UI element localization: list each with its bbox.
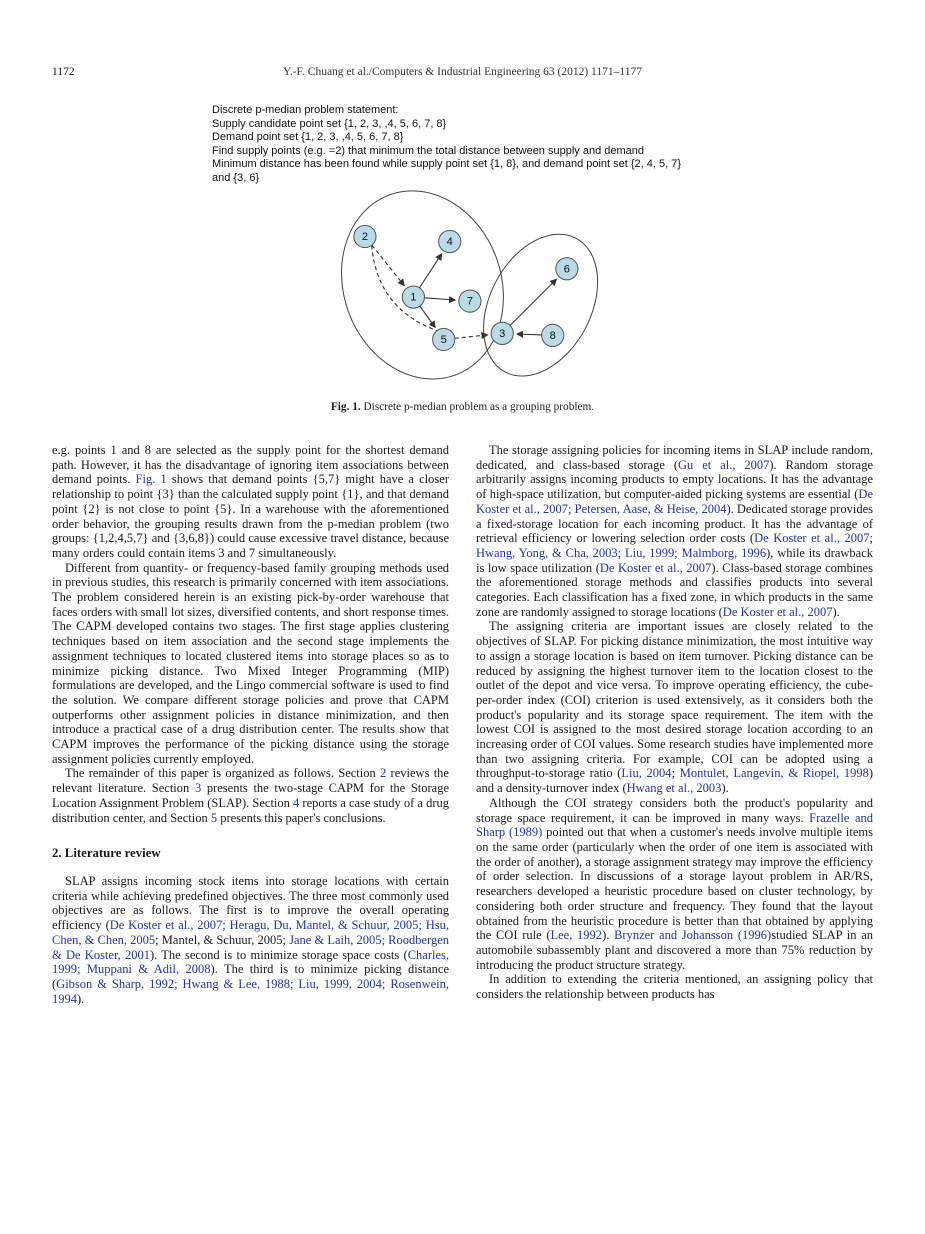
statement-line: Supply candidate point set {1, 2, 3, ,4, 5, 6, 7, 8} bbox=[212, 117, 447, 130]
citation-link[interactable]: Hwang, Yong, & Cha, 2003; Liu, 1999; Malmborg, 1996 bbox=[476, 545, 767, 560]
svg-text:6: 6 bbox=[563, 263, 570, 276]
node-6 bbox=[555, 258, 577, 280]
text-run: ) and a density-turnover index ( bbox=[476, 766, 873, 796]
citation-link[interactable]: Brynzer and Johansson (1996) bbox=[614, 928, 772, 943]
citation-link[interactable]: 2 bbox=[380, 766, 387, 781]
text-run: ; bbox=[869, 531, 873, 546]
statement-line: Minimum distance has been found while supply point set {1, 8}, and demand point set {2, 4, 5, 7} bbox=[212, 158, 682, 171]
citation-link[interactable]: Hwang et al., 2003 bbox=[626, 781, 722, 796]
paragraph bbox=[52, 443, 449, 561]
citation-link[interactable]: De Koster et al., 2007 bbox=[754, 531, 870, 546]
statement-line: Find supply points (e.g. =2) that minimum the total distance between supply and demand bbox=[212, 144, 644, 157]
node-7 bbox=[458, 290, 480, 312]
edge-2-to-5 bbox=[371, 245, 436, 330]
citation-link[interactable]: Lee, 1992 bbox=[550, 928, 603, 943]
figure-caption bbox=[0, 401, 925, 413]
text-run: In addition to extending the criteria mentioned, an assigning policy that considers the relationship between products has bbox=[476, 972, 873, 1002]
text-run: ). The third is to minimize picking distance ( bbox=[52, 962, 449, 991]
svg-text:5: 5 bbox=[440, 333, 447, 346]
text-run: ). bbox=[832, 604, 840, 619]
paragraph bbox=[476, 972, 873, 1001]
citation-link[interactable]: De Koster et al., 2007; Petersen, Aase, & Heise, 2004 bbox=[476, 487, 873, 516]
text-run: ; bbox=[671, 766, 680, 781]
body-columns bbox=[52, 443, 873, 1006]
paragraph bbox=[52, 874, 449, 1006]
citation-link[interactable]: Liu, 2004 bbox=[621, 766, 672, 781]
citation-link[interactable]: Montulet, Langevin, & Riopel, 1998 bbox=[679, 766, 869, 781]
svg-text:4: 4 bbox=[446, 236, 453, 249]
node-4 bbox=[438, 230, 460, 252]
text-run: ), while its drawback is low space utilization ( bbox=[476, 545, 873, 575]
edge-5-to-3 bbox=[454, 335, 486, 338]
svg-text:8: 8 bbox=[549, 329, 556, 342]
text-run: reports a case study of a drug distribution center, and Section bbox=[52, 795, 449, 825]
svg-text:2: 2 bbox=[361, 231, 368, 244]
node-8 bbox=[541, 324, 563, 346]
text-run: pointed out that when a customer's needs involve multiple items on the same order (particularly when the order of one item is associated with the order of another), a storage assignment strategy may improve the efficiency of order selection. In discussions of a storage layout problem in AR/RS, researchers developed a heuristic procedure based on cluster technology, by considering both order structure and frequency. They found that the layout obtained from the heuristic procedure is better than that obtained by applying the COI rule ( bbox=[476, 825, 873, 943]
node-1 bbox=[402, 286, 424, 308]
paragraph bbox=[52, 766, 449, 825]
citation-link[interactable]: 3 bbox=[194, 781, 202, 796]
journal-citation: Y.-F. Chuang et al./Computers & Industrial Engineering 63 (2012) 1171–1177 bbox=[283, 66, 642, 78]
text-run: e.g. points 1 and 8 are selected as the supply point for the shortest demand path. However, it has the disadvantage of ignoring item associations between demand points. bbox=[52, 443, 449, 487]
svg-text:1: 1 bbox=[409, 291, 416, 304]
text-run: ). bbox=[77, 991, 85, 1006]
text-run: The remainder of this paper is organized as follows. Section bbox=[65, 766, 381, 781]
paragraph bbox=[476, 796, 873, 972]
citation-link[interactable]: Fig. 1 bbox=[135, 472, 167, 487]
group-right-outline bbox=[460, 215, 620, 396]
edge-2-to-1 bbox=[371, 245, 403, 285]
section-heading-literature-review: 2. Literature review bbox=[52, 846, 161, 861]
citation-link[interactable]: Charles, 1999; Muppani & Adil, 2008 bbox=[52, 947, 449, 977]
text-run: ). bbox=[721, 781, 729, 796]
text-run: Different from quantity- or frequency-based family grouping methods used in previous studies, this research is primarily concerned with item associations. The problem considered herein is an existing pick-by-order warehouse that faces orders with small lot sizes, diversified contents, and short response times. The CAPM developed contains two stages. The first stage applies clustering techniques based on item association and the second stage implements the assignment techniques to located clustered items into storage places so as to minimize picking distance. Two Mixed Integer Programming (MIP) formulations are developed, and the Lingo commercial software is used to find the solution. We compare different storage policies and prove that CAPM outperforms other assignment policies in distance minimization, and then introduce a practical case of a drug distribution center. The results show that CAPM improves the performance of the picking distance using the storage assignment policies currently employed. bbox=[52, 560, 449, 766]
figure-caption-label: Fig. 1. bbox=[330, 401, 361, 413]
citation-link[interactable]: De Koster et al., 2007 bbox=[722, 604, 833, 619]
text-run: ; Mantel, & Schuur, 2005; bbox=[155, 932, 290, 947]
citation-link[interactable]: Gibson & Sharp, 1992; Hwang & Lee, 1988; Liu, 1999, 2004; Rosenwein, 1994 bbox=[52, 976, 449, 1006]
statement-line: Demand point set {1, 2, 3, ,4, 5, 6, 7, 8} bbox=[212, 131, 404, 144]
text-run: SLAP assigns incoming stock items into storage locations with certain criteria while achieving predefined objectives. The three most commonly used objectives are as follows. The first is to improve the overall operating efficiency ( bbox=[52, 873, 449, 933]
node-5 bbox=[432, 328, 454, 350]
citation-link[interactable]: Frazelle and Sharp (1989) bbox=[476, 810, 873, 840]
text-run: ). Dedicated storage provides a fixed-storage location for each incoming product. It has the advantage of retrieval efficiency or lowering selection order costs ( bbox=[476, 501, 873, 546]
node-2 bbox=[353, 225, 375, 247]
citation-link[interactable]: 4 bbox=[293, 795, 300, 810]
citation-link[interactable]: De Koster et al., 2007; Heragu, Du, Mantel, & Schuur, 2005; Hsu, Chen, & Chen, 2005 bbox=[52, 918, 449, 947]
paragraph bbox=[476, 443, 873, 619]
text-run: ). Class-based storage combines the aforementioned storage methods and classifies products into several categories. Each classification has a fixed zone, in which products in the same zone are randomly assigned to storage locations ( bbox=[476, 560, 873, 619]
statement-line: Discrete p-median problem statement: bbox=[212, 104, 399, 116]
p-median-diagram bbox=[313, 186, 643, 398]
edge-1-to-4 bbox=[419, 254, 441, 288]
edge-8-to-3 bbox=[517, 334, 541, 335]
text-run: studied SLAP in an automobile subassembly plant and discovered a more than 75% reduction by introducing the product structure strategy. bbox=[476, 928, 874, 972]
paragraph bbox=[52, 561, 449, 767]
edge-3-to-6 bbox=[510, 279, 556, 325]
left-column bbox=[52, 443, 449, 1006]
text-run: shows that demand points {5,7} might have a closer relationship to point {3} than the calculated supply point {1}, and that demand point {2} is not close to point {5}. In a warehouse with the aforementioned order behavior, the grouping results drawn from the p-median problem (two groups: {1,2,4,5,7} and {3,6,8}) could cause excessive travel distance, because many orders could contain items 3 and 7 simultaneously. bbox=[52, 472, 449, 560]
statement-line: and {3, 6} bbox=[212, 171, 260, 184]
edge-1-to-7 bbox=[424, 298, 454, 300]
edge-1-to-5 bbox=[419, 306, 434, 327]
figure-caption-text: Discrete p-median problem as a grouping problem. bbox=[360, 401, 595, 413]
text-run: Although the COI strategy considers both the product's popularity and storage space requirement, it can be improved in many ways. bbox=[476, 795, 873, 825]
text-run: ). bbox=[602, 928, 615, 943]
text-run: ). Random storage arbitrarily assigns incoming products to empty locations. It has the advantage of high-space utilization, but computer-aided picking systems are essential ( bbox=[476, 457, 874, 502]
text-run: The storage assigning policies for incoming items in SLAP include random, dedicated, and class-based storage ( bbox=[476, 443, 873, 472]
svg-text:3: 3 bbox=[498, 327, 505, 340]
running-header bbox=[52, 66, 873, 78]
svg-text:7: 7 bbox=[466, 295, 473, 308]
text-run: ). The second is to minimize storage space costs ( bbox=[149, 947, 408, 962]
citation-link[interactable]: 5 bbox=[210, 810, 218, 825]
citation-link[interactable]: Jane & Laih, 2005; Roodbergen & De Koster, 2001 bbox=[52, 932, 449, 962]
citation-link[interactable]: De Koster et al., 2007 bbox=[599, 560, 712, 575]
text-run: The assigning criteria are important issues are closely related to the objectives of SLAP. For picking distance minimization, the most intuitive way to assign a storage location is based on item turnover. Picking distance can be reduced by assigning the highest turnover item to the location closest to the outlet of the depot and vice versa. To improve operating efficiency, the cube-per-order index (COI) criterion is used extensively, as it considers both the product's popularity and its storage space requirement. The item with the lowest COI is assigned to the most desired storage location according to an increasing order of COI values. Some research studies have implemented more than two assigning criteria. For example, COI can be adopted using a throughput-to-storage ratio ( bbox=[476, 619, 873, 781]
right-column bbox=[476, 443, 873, 1006]
problem-statement-block bbox=[212, 104, 865, 186]
text-run: presents this paper's conclusions. bbox=[217, 810, 386, 825]
figure-1 bbox=[0, 186, 925, 403]
text-run: reviews the relevant literature. Section bbox=[52, 766, 449, 796]
citation-link[interactable]: Gu et al., 2007 bbox=[678, 457, 770, 472]
text-run: presents the two-stage CAPM for the Storage Location Assignment Problem (SLAP). Section bbox=[52, 781, 450, 810]
paragraph bbox=[476, 619, 873, 795]
node-3 bbox=[491, 322, 513, 344]
page-number: 1172 bbox=[52, 66, 75, 78]
